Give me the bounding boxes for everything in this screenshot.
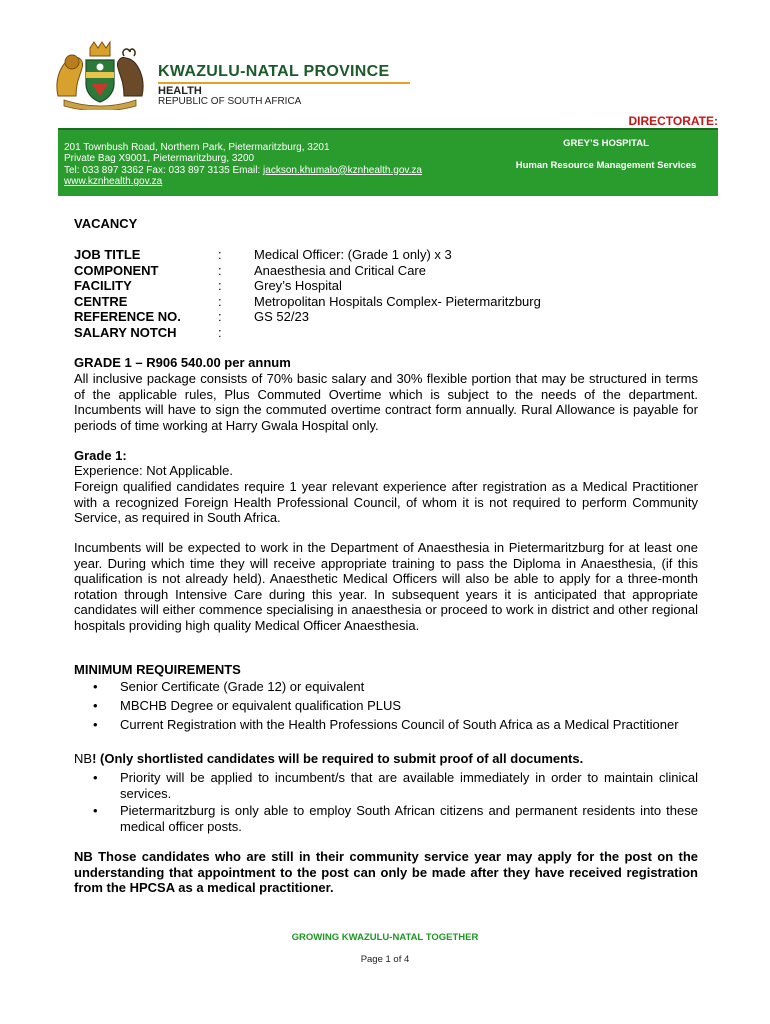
detail-sep: : [218, 325, 222, 340]
foreign-paragraph: Foreign qualified candidates require 1 year relevant experience after registration as a Medical Practitioner with a recognized Foreign Health Professional Council, of whom it is not required to perform Community Service, as required in South Africa. [74, 479, 698, 525]
footer-slogan: GROWING KWAZULU-NATAL TOGETHER [291, 932, 479, 943]
phone-fax: Tel: 033 897 3362 Fax: 033 897 3135 Email: [64, 164, 264, 176]
requirement-item: Current Registration with the Health Professions Council of South Africa as a Medical Practitioner [120, 717, 679, 732]
nb-line [74, 751, 698, 767]
detail-key: SALARY NOTCH [74, 325, 177, 340]
detail-key: REFERENCE NO. [74, 309, 181, 324]
detail-key: JOB TITLE [74, 247, 141, 262]
detail-key: CENTRE [74, 294, 128, 309]
bullet-icon: • [93, 679, 98, 694]
address-line: Private Bag X9001, Pietermaritzburg, 3200 [64, 153, 255, 165]
detail-sep: : [218, 263, 222, 278]
vacancy-heading: VACANCY [74, 216, 138, 231]
header-divider [158, 82, 410, 84]
min-req-heading: MINIMUM REQUIREMENTS [74, 662, 241, 677]
detail-value: Anaesthesia and Critical Care [254, 263, 426, 278]
detail-value: Grey’s Hospital [254, 278, 342, 293]
service-name: Human Resource Management Services [515, 160, 697, 171]
bullet-icon: • [93, 803, 98, 818]
email-link[interactable]: jackson.khumalo@kznhealth.gov.za [263, 164, 422, 176]
department-name: HEALTH [158, 85, 202, 97]
website-link[interactable]: www.kznhealth.gov.za [64, 175, 163, 187]
incumbents-paragraph: Incumbents will be expected to work in the Department of Anaesthesia in Pietermaritzburg for at least one year. During which time they will receive appropriate training to pass the Diploma in Anaesthesia, (if this qualification is not already held). Anaesthetic Medical Officers will also be able to apply for a three-month rotation through Intensive Care during this year. In subsequent years it is anticipated that appropriate candidates will either commence specialising in anaesthesia or proceed to work in district and other regional hospitals providing high quality Medical Officer Anaesthesia. [74, 540, 698, 633]
requirement-item: Senior Certificate (Grade 12) or equivalent [120, 679, 365, 694]
detail-value: GS 52/23 [254, 309, 309, 324]
republic-name: REPUBLIC OF SOUTH AFRICA [158, 96, 302, 107]
nb-prefix: NB [74, 751, 93, 766]
directorate-label: DIRECTORATE: [628, 114, 718, 128]
contact-line [64, 165, 422, 176]
nb-final-paragraph: NB Those candidates who are still in their community service year may apply for the post on the understanding that appointment to the post can only be made after they have received registration from the HPCSA as a medical practitioner. [74, 849, 698, 895]
contact-banner [58, 128, 718, 196]
detail-value: Medical Officer: (Grade 1 only) x 3 [254, 247, 452, 262]
detail-key: COMPONENT [74, 263, 159, 278]
province-title: KWAZULU-NATAL PROVINCE [158, 63, 390, 80]
detail-sep: : [218, 247, 222, 262]
package-paragraph: All inclusive package consists of 70% basic salary and 30% flexible portion that may be structured in terms of the applicable rules, Plus Commuted Overtime which is subject to the needs of the department. Incumbents will have to sign the commuted overtime contract form annually. Rural Allowance is payable for periods of time working at Harry Gwala Hospital only. [74, 371, 698, 433]
grade1-heading: Grade 1: [74, 448, 127, 463]
bullet-icon: • [93, 770, 98, 785]
nb-text: ! (Only shortlisted candidates will be required to submit proof of all documents. [92, 751, 584, 766]
detail-value: Metropolitan Hospitals Complex- Pietermaritzburg [254, 294, 541, 309]
hospital-name: GREY’S HOSPITAL [563, 138, 649, 149]
address-line: 201 Townbush Road, Northern Park, Pietermaritzburg, 3201 [64, 142, 330, 153]
detail-sep: : [218, 294, 222, 309]
bullet-icon: • [93, 698, 98, 713]
page-number: Page 1 of 4 [360, 954, 410, 965]
detail-sep: : [218, 278, 222, 293]
note-item: Pietermaritzburg is only able to employ South African citizens and permanent residents into these medical officer posts. [120, 803, 698, 834]
detail-key: FACILITY [74, 278, 132, 293]
experience-line: Experience: Not Applicable. [74, 463, 233, 478]
coat-of-arms-icon [50, 38, 150, 110]
bullet-icon: • [93, 717, 98, 732]
grade-heading: GRADE 1 – R906 540.00 per annum [74, 355, 291, 370]
detail-sep: : [218, 309, 222, 324]
note-item: Priority will be applied to incumbent/s that are available immediately in order to maintain clinical services. [120, 770, 698, 801]
requirement-item: MBCHB Degree or equivalent qualification PLUS [120, 698, 402, 713]
address-block [64, 142, 422, 187]
